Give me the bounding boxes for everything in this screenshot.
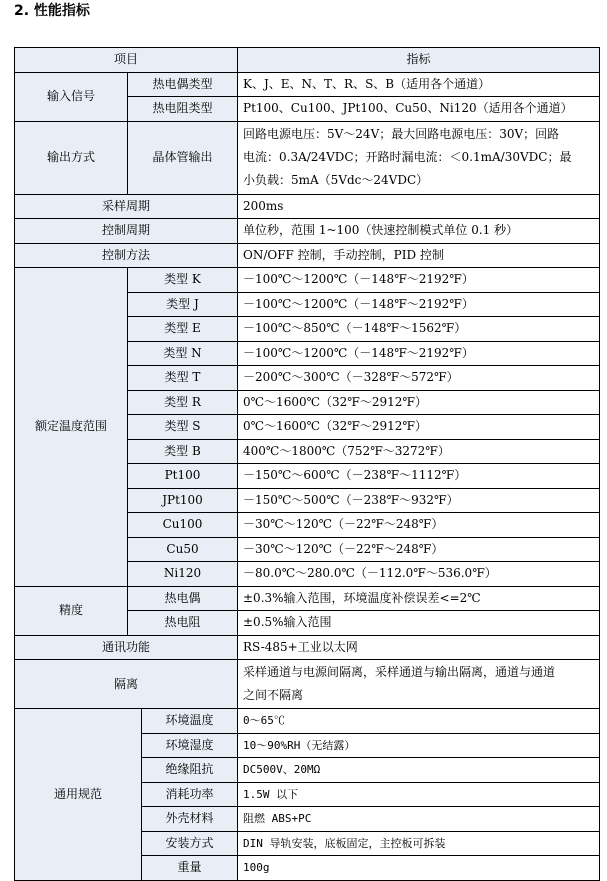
- general-item-label: 安装方式: [142, 831, 238, 856]
- table-header-row: [15, 48, 600, 73]
- output-label: 输出方式: [15, 121, 128, 194]
- isolation-value: [238, 660, 600, 709]
- temp-type-value: －100℃～1200℃（－148℉～2192℉）: [238, 268, 600, 293]
- temp-type-label: JPt100: [128, 488, 238, 513]
- temp-type-label: Ni120: [128, 562, 238, 587]
- temp-type-label: 类型 K: [128, 268, 238, 293]
- comm-value: RS-485+工业以太网: [238, 635, 600, 660]
- accuracy-rtd-label: 热电阻: [128, 611, 238, 636]
- general-item-value: DIN 导轨安装，底板固定，主控板可拆装: [238, 831, 600, 856]
- temp-type-value: －150℃～500℃（－238℉～932℉）: [238, 488, 600, 513]
- thermocouple-type-value: K、J、E、N、T、R、S、B（适用各个通道）: [238, 72, 600, 97]
- sampling-value: 200ms: [238, 194, 600, 219]
- output-sublabel: 晶体管输出: [128, 121, 238, 194]
- temp-type-value: －100℃～1200℃（－148℉～2192℉）: [238, 292, 600, 317]
- temp-type-label: 类型 E: [128, 317, 238, 342]
- spec-table: [14, 47, 600, 881]
- temp-type-label: 类型 T: [128, 366, 238, 391]
- temp-type-value: －30℃～120℃（－22℉～248℉）: [238, 537, 600, 562]
- general-label: 通用规范: [15, 709, 142, 881]
- sampling-label: 采样周期: [15, 194, 238, 219]
- output-line: 小负载：5mA（5Vdc～24VDC）: [243, 173, 429, 187]
- output-value: [238, 121, 600, 194]
- general-item-value: 100g: [238, 856, 600, 881]
- temp-type-value: －100℃～850℃（－148℉～1562℉）: [238, 317, 600, 342]
- control-method-value: ON/OFF 控制，手动控制，PID 控制: [238, 243, 600, 268]
- general-item-value: 1.5W 以下: [238, 782, 600, 807]
- general-item-value: 10～90%RH（无结露）: [238, 733, 600, 758]
- table-row: [15, 219, 600, 244]
- table-row: [15, 709, 600, 734]
- temp-type-label: 类型 J: [128, 292, 238, 317]
- general-item-label: 消耗功率: [142, 782, 238, 807]
- temp-type-value: －200℃～300℃（－328℉～572℉）: [238, 366, 600, 391]
- table-row: [15, 121, 600, 194]
- temp-type-value: －150℃～600℃（－238℉～1112℉）: [238, 464, 600, 489]
- temp-type-label: 类型 N: [128, 341, 238, 366]
- general-item-value: 0～65℃: [238, 709, 600, 734]
- temp-type-label: Cu100: [128, 513, 238, 538]
- temp-type-value: 0℃～1600℃（32℉～2912℉）: [238, 390, 600, 415]
- isolation-line: 之间不隔离: [243, 688, 304, 702]
- header-item: 项目: [15, 48, 238, 73]
- table-row: [15, 660, 600, 709]
- accuracy-thermocouple-value: ±0.3%输入范围，环境温度补偿误差<=2℃: [238, 586, 600, 611]
- accuracy-thermocouple-label: 热电偶: [128, 586, 238, 611]
- temp-type-value: －30℃～120℃（－22℉～248℉）: [238, 513, 600, 538]
- temp-type-label: 类型 B: [128, 439, 238, 464]
- temp-type-value: －100℃～1200℃（－148℉～2192℉）: [238, 341, 600, 366]
- table-row: [15, 243, 600, 268]
- input-signal-label: 输入信号: [15, 72, 128, 121]
- isolation-label: 隔离: [15, 660, 238, 709]
- comm-label: 通讯功能: [15, 635, 238, 660]
- table-row: [15, 635, 600, 660]
- control-period-value: 单位秒，范围 1~100（快速控制模式单位 0.1 秒）: [238, 219, 600, 244]
- temp-type-value: －80.0℃～280.0℃（－112.0℉～536.0℉）: [238, 562, 600, 587]
- rtd-type-label: 热电阻类型: [128, 97, 238, 122]
- temp-type-label: Cu50: [128, 537, 238, 562]
- general-item-value: DC500V、20MΩ: [238, 758, 600, 783]
- thermocouple-type-label: 热电偶类型: [128, 72, 238, 97]
- temp-type-label: 类型 R: [128, 390, 238, 415]
- general-item-label: 环境湿度: [142, 733, 238, 758]
- temp-type-label: Pt100: [128, 464, 238, 489]
- general-item-value: 阻燃 ABS+PC: [238, 807, 600, 832]
- output-line: 回路电源电压：5V～24V；最大回路电源电压：30V；回路: [243, 127, 560, 141]
- table-row: [15, 72, 600, 97]
- general-item-label: 环境温度: [142, 709, 238, 734]
- general-item-label: 绝缘阻抗: [142, 758, 238, 783]
- general-item-label: 外壳材料: [142, 807, 238, 832]
- control-period-label: 控制周期: [15, 219, 238, 244]
- temp-type-label: 类型 S: [128, 415, 238, 440]
- rtd-type-value: Pt100、Cu100、JPt100、Cu50、Ni120（适用各个通道）: [238, 97, 600, 122]
- general-item-label: 重量: [142, 856, 238, 881]
- accuracy-rtd-value: ±0.5%输入范围: [238, 611, 600, 636]
- temp-type-value: 0℃～1600℃（32℉～2912℉）: [238, 415, 600, 440]
- section-heading: 2. 性能指标: [14, 3, 90, 19]
- control-method-label: 控制方法: [15, 243, 238, 268]
- table-row: [15, 194, 600, 219]
- accuracy-label: 精度: [15, 586, 128, 635]
- isolation-line: 采样通道与电源间隔离，采样通道与输出隔离，通道与通道: [243, 665, 556, 679]
- table-row: [15, 586, 600, 611]
- temp-range-label: 额定温度范围: [15, 268, 128, 587]
- table-row: [15, 268, 600, 293]
- header-spec: 指标: [238, 48, 600, 73]
- temp-type-value: 400℃～1800℃（752℉～3272℉）: [238, 439, 600, 464]
- output-line: 电流：0.3A/24VDC；开路时漏电流：＜0.1mA/30VDC；最: [243, 150, 572, 164]
